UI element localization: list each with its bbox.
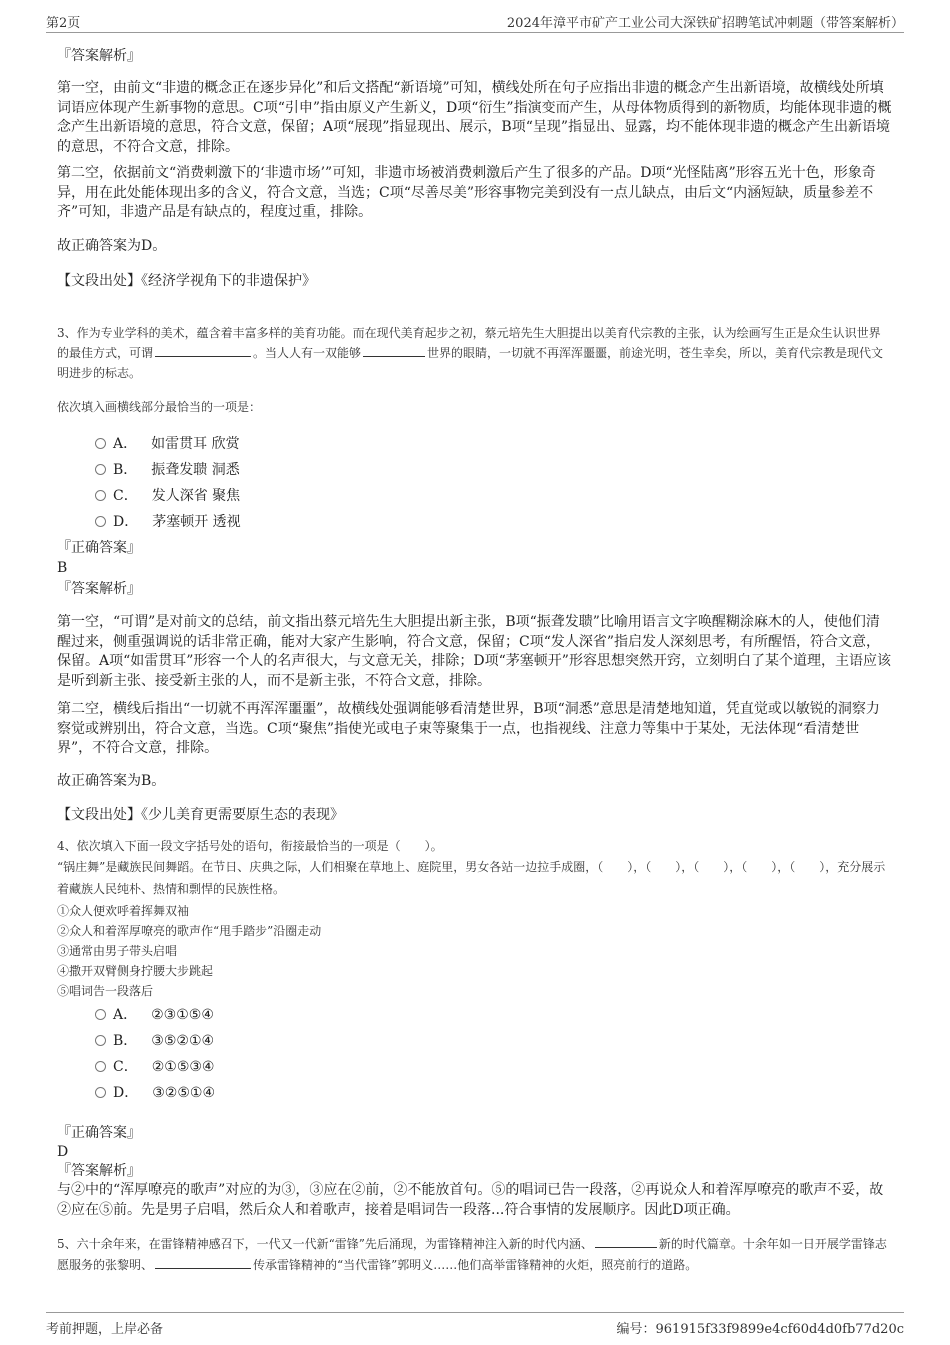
q3-option-a[interactable]: A． 如雷贯耳 欣赏 (95, 434, 240, 454)
page-number: 第2页 (46, 16, 81, 31)
document-title: 2024年漳平市矿产工业公司大深铁矿招聘笔试冲刺题（带答案解析） (506, 16, 904, 31)
q4-option-a[interactable]: A． ②③①⑤④ (95, 1005, 214, 1025)
q4-passage: “锅庄舞”是藏族民间舞蹈。在节日、庆典之际，人们相聚在草地上、庭院里，男女各站一边拉手成圈，（ ），（ ），（ ），（ ），（ ），充分展示着藏族人民纯朴、热情和剽悍的民族性格。 (57, 860, 886, 896)
document-code: 编号：961915f33f9899e4cf60d4d0fb77d20c (616, 1322, 904, 1337)
q2-conclusion: 故正确答案为D。 (57, 238, 167, 254)
q3-analysis-heading: 『答案解析』 (57, 581, 141, 597)
radio-icon[interactable] (95, 464, 106, 475)
q3-source: 【文段出处】《少儿美育更需要原生态的表现》 (57, 807, 344, 823)
q2-source: 【文段出处】《经济学视角下的非遗保护》 (57, 273, 316, 289)
radio-icon[interactable] (95, 1035, 106, 1046)
q2-analysis-para2: 第二空，依据前文“消费刺激下的‘非遗市场’”可知，非遗市场被消费刺激后产生了很多的产品。D项“光怪陆离”形容五光十色，形象奇异，用在此处能体现出多的含义，符合文意，当选；C项“尽善尽美”形容事物完美到没有一点儿缺点，由后文“内涵短缺，质量参差不齐”可知，非遗产品是有缺点的，程度过重，排除。 (57, 165, 876, 220)
q3-option-c[interactable]: C． 发人深省 聚焦 (95, 486, 240, 506)
q4-clause-2: ②众人和着浑厚嘹亮的歌声作“甩手踏步”沿圈走动 (57, 924, 322, 938)
q4-clause-1: ①众人便欢呼着挥舞双袖 (57, 904, 190, 918)
q4-stem: 4、依次填入下面一段文字括号处的语句，衔接最恰当的一项是（ ）。 (57, 839, 443, 853)
q3-instruction: 依次填入画横线部分最恰当的一项是： (57, 400, 262, 414)
q3-blank-2 (363, 343, 425, 357)
radio-icon[interactable] (95, 1009, 106, 1020)
q2-analysis-para1: 第一空，由前文“非遗的概念正在逐步异化”和后文搭配“新语境”可知，横线处所在句子应指出非遗的概念产生出新语境，故横线处所填词语应体现产生新事物的意思。C项“引申”指由原义产生新义，D项“衍生”指演变而产生，从母体物质得到的新物质，均能体现非遗的概念产生出新语境的意思，符合文意，保留；A项“展现”指显现出、展示，B项“呈现”指显出、显露，均不能体现非遗的概念产生出新语境的意思，不符合文意，排除。 (57, 80, 892, 155)
q3-analysis-para2: 第二空，横线后指出“一切就不再浑浑噩噩”，故横线处强调能够看清楚世界，B项“洞悉”意思是清楚地知道，凭直觉或以敏锐的洞察力察觉或辨别出，符合文意，当选。C项“聚焦”指使光或电子束等聚集于一点，也指视线、注意力等集中于某处，无法体现“看清楚世界”，不符合文意，排除。 (57, 701, 880, 756)
q4-option-b[interactable]: B． ③⑤②①④ (95, 1031, 214, 1051)
q5-blank-1 (595, 1234, 657, 1248)
q4-analysis: 与②中的“浑厚嘹亮的歌声”对应的为③，③应在②前，②不能放首句。⑤的唱词已告一段落，②再说众人和着浑厚嘹亮的歌声不妥，故②应在⑤前。先是男子启唱，然后众人和着歌声，接着是唱词告一段落...符合事情的发展顺序。因此D项正确。 (57, 1182, 884, 1218)
q2-analysis-heading: 『答案解析』 (57, 48, 141, 64)
q3-blank-1 (155, 343, 251, 357)
radio-icon[interactable] (95, 438, 106, 449)
q5-blank-2 (155, 1255, 251, 1269)
q4-clause-5: ⑤唱词告一段落后 (57, 984, 154, 998)
q3-option-d[interactable]: D． 茅塞顿开 透视 (95, 512, 241, 532)
q4-clause-4: ④撒开双臂侧身拧腰大步跳起 (57, 964, 214, 978)
radio-icon[interactable] (95, 1087, 106, 1098)
q4-answer-heading: 『正确答案』 (57, 1125, 141, 1141)
page-footer (46, 1312, 904, 1339)
q4-option-d[interactable]: D． ③②⑤①④ (95, 1083, 215, 1103)
q5-stem: 5、六十余年来，在雷锋精神感召下，一代又一代新“雷锋”先后涌现，为雷锋精神注入新的时代内涵、 新的时代篇章。十余年如一日开展学雷锋志愿服务的张黎明、 传承雷锋精神的“当代雷锋”郭明义……他们高举雷锋精神的火炬，照亮前行的道路。 (57, 1234, 892, 1276)
q3-analysis-para1: 第一空，“可谓”是对前文的总结，前文指出蔡元培先生大胆提出新主张，B项“振聋发聩”比喻用语言文字唤醒糊涂麻木的人，使他们清醒过来，侧重强调说的话非常正确，能对大家产生影响，符合文意，保留；C项“发人深省”指启发人深刻思考，有所醒悟，符合文意，保留。A项“如雷贯耳”形容一个人的名声很大，与文意无关，排除；D项“茅塞顿开”形容思想突然开窍，立刻明白了某个道理，主语应该是听到新主张、接受新主张的人，而不是新主张，不符合文意，排除。 (57, 614, 891, 689)
q3-conclusion: 故正确答案为B。 (57, 773, 166, 789)
q4-analysis-heading: 『答案解析』 (57, 1163, 141, 1179)
q3-answer-heading: 『正确答案』 (57, 540, 141, 556)
footer-slogan: 考前押题，上岸必备 (46, 1322, 164, 1337)
q4-option-c[interactable]: C． ②①⑤③④ (95, 1057, 214, 1077)
q3-answer: B (57, 560, 68, 576)
page-header (46, 10, 904, 33)
q4-answer: D (57, 1144, 69, 1160)
q3-option-b[interactable]: B． 振聋发聩 洞悉 (95, 460, 240, 480)
q3-stem: 3、作为专业学科的美术，蕴含着丰富多样的美育功能。而在现代美育起步之初，蔡元培先生大胆提出以美育代宗教的主张，认为绘画写生正是众生认识世界的最佳方式，可谓 。当人人有一双能够 世界的眼睛，一切就不再浑浑噩噩，前途光明，苍生幸矣，所以，美育代宗教是现代文明进步的标志。 (57, 326, 884, 380)
radio-icon[interactable] (95, 1061, 106, 1072)
q4-clause-3: ③通常由男子带头启唱 (57, 944, 178, 958)
radio-icon[interactable] (95, 490, 106, 501)
radio-icon[interactable] (95, 516, 106, 527)
